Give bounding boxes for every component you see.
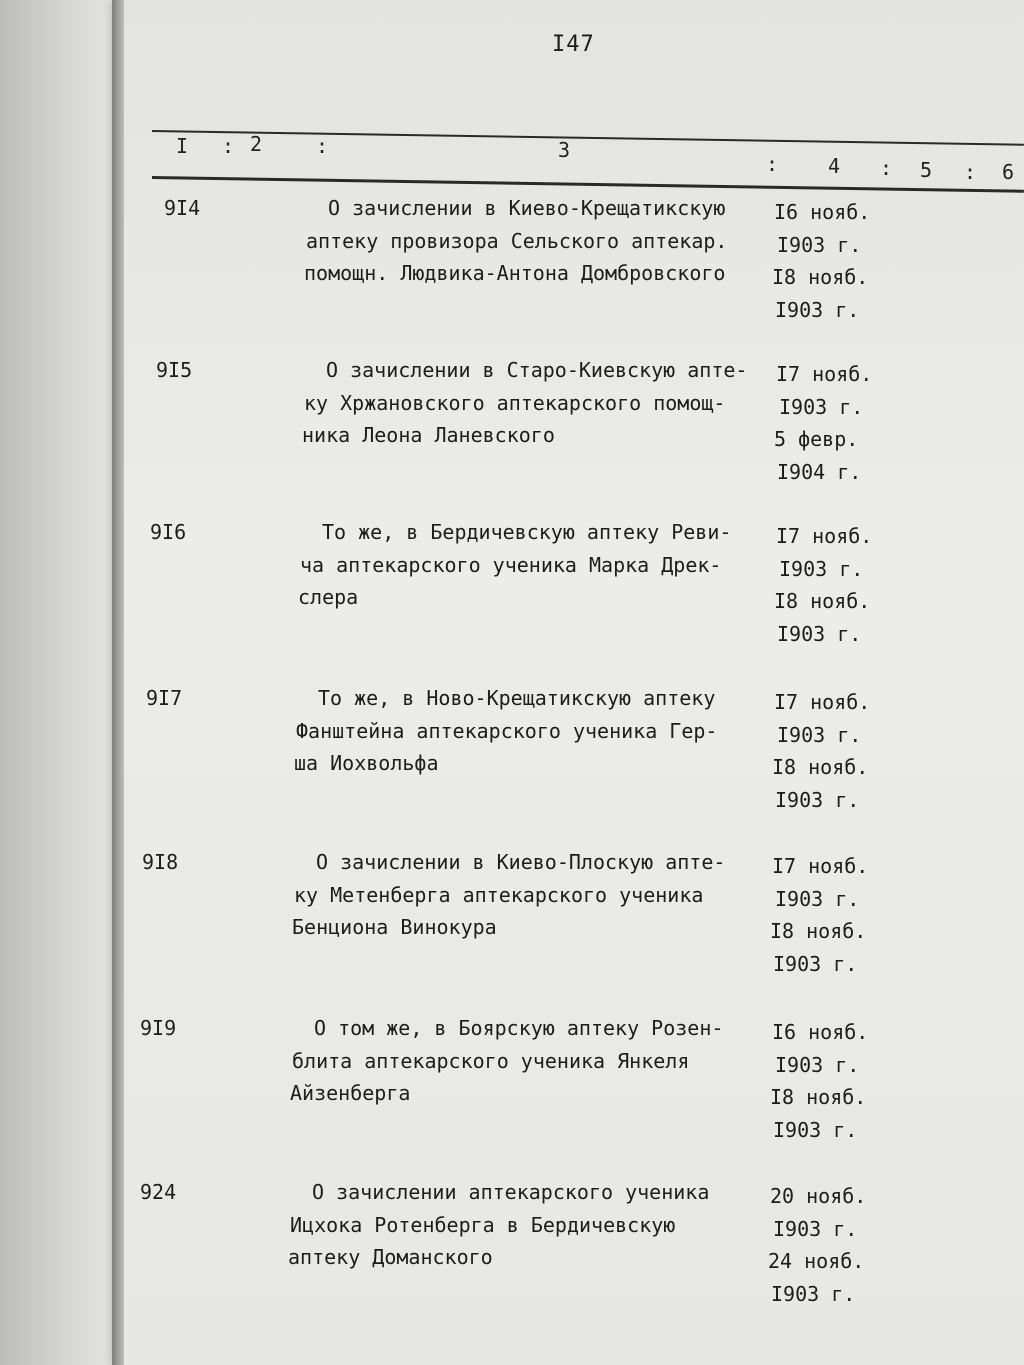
entry-text-line: помощн. Людвика-Антона Домбровского <box>304 261 726 285</box>
entry-text-line: ку Метенберга аптекарского ученика <box>294 882 704 907</box>
entry-text-line: О зачислении в Старо-Киевскую апте- <box>326 358 748 382</box>
entry-date-day: I8 нояб. <box>770 1085 867 1109</box>
column-header-3: 3 <box>558 138 571 162</box>
entry-date-year: I903 г. <box>777 722 862 747</box>
entry-text-line: Айзенберга <box>290 1081 411 1105</box>
entry-text-line: аптеку Доманского <box>288 1245 493 1269</box>
entry-text-line: аптеку провизора Сельского аптекар. <box>306 228 728 253</box>
entry-date-day: I6 нояб. <box>774 200 871 224</box>
column-header-sep: : <box>964 160 977 184</box>
entry-text-line: ша Иохвольфа <box>294 751 439 775</box>
entry-text-line: То же, в Бердичевскую аптеку Реви- <box>322 520 732 544</box>
column-header-sep: : <box>766 152 779 176</box>
entry-text-line: слера <box>298 585 359 609</box>
entry-date-day: I7 нояб. <box>776 362 873 386</box>
entry-text-line: О том же, в Боярскую аптеку Розен- <box>314 1016 724 1040</box>
entry-date-year: I904 г. <box>777 459 862 484</box>
entry-date-year: I903 г. <box>779 556 864 581</box>
column-header-5: 5 <box>920 158 933 182</box>
entry-date-day: I7 нояб. <box>774 690 871 714</box>
entry-date-year: I903 г. <box>775 297 860 322</box>
column-header-6: 6 <box>1002 160 1015 184</box>
column-header-4: 4 <box>828 154 841 178</box>
entry-text-line: блита аптекарского ученика Янкеля <box>292 1048 690 1073</box>
entry-text-line: О зачислении аптекарского ученика <box>312 1180 710 1204</box>
column-header-sep: : <box>880 156 893 180</box>
entry-number: 9I7 <box>146 686 183 710</box>
entry-text-line: О зачислении в Киево-Плоскую апте- <box>316 850 726 874</box>
entry-date-year: I903 г. <box>775 1052 860 1077</box>
entry-text-line: Ицхока Ротенберга в Бердичевскую <box>290 1212 676 1237</box>
entry-date-day: I8 нояб. <box>770 919 867 943</box>
entry-date-day: 5 февр. <box>774 427 859 451</box>
entry-date-day: I8 нояб. <box>772 755 869 779</box>
entry-text-line: О зачислении в Киево-Крещатикскую <box>328 196 726 220</box>
entry-date-year: I903 г. <box>779 394 864 419</box>
column-header-sep: : <box>222 134 235 158</box>
column-header-sep: : <box>316 134 329 158</box>
entry-date-year: I903 г. <box>771 1281 856 1306</box>
entry-date-year: I903 г. <box>777 621 862 646</box>
entry-number: 9I5 <box>156 358 193 382</box>
column-header-2: 2 <box>250 132 263 156</box>
entry-number: 924 <box>140 1180 177 1204</box>
entry-date-day: I8 нояб. <box>772 265 869 289</box>
page-number: I47 <box>552 32 595 57</box>
entry-text-line: Фанштейна аптекарского ученика Гер- <box>296 718 718 743</box>
entry-date-day: 20 нояб. <box>770 1184 867 1208</box>
entry-number: 9I4 <box>164 196 201 220</box>
entry-text-line: Бенциона Винокура <box>292 915 497 939</box>
entry-date-day: 24 нояб. <box>768 1249 865 1273</box>
entry-number: 9I8 <box>142 850 179 874</box>
entry-date-year: I903 г. <box>773 951 858 976</box>
entry-text-line: ника Леона Ланевского <box>302 423 555 447</box>
entry-date-day: I6 нояб. <box>772 1020 869 1044</box>
entry-date-day: I8 нояб. <box>774 589 871 613</box>
entry-text-line: То же, в Ново-Крещатикскую аптеку <box>318 686 716 710</box>
entry-number: 9I9 <box>140 1016 177 1040</box>
entry-date-year: I903 г. <box>773 1216 858 1241</box>
entry-text-line: ку Хржановского аптекарского помощ- <box>304 390 726 415</box>
entry-date-year: I903 г. <box>775 886 860 911</box>
entry-date-year: I903 г. <box>777 232 862 257</box>
entry-date-year: I903 г. <box>773 1117 858 1142</box>
column-header-1: I <box>176 134 189 158</box>
entry-date-day: I7 нояб. <box>772 854 869 878</box>
entry-number: 9I6 <box>150 520 187 544</box>
entry-date-day: I7 нояб. <box>776 524 873 548</box>
entry-date-year: I903 г. <box>775 787 860 812</box>
entry-text-line: ча аптекарского ученика Марка Дрек- <box>300 552 722 577</box>
